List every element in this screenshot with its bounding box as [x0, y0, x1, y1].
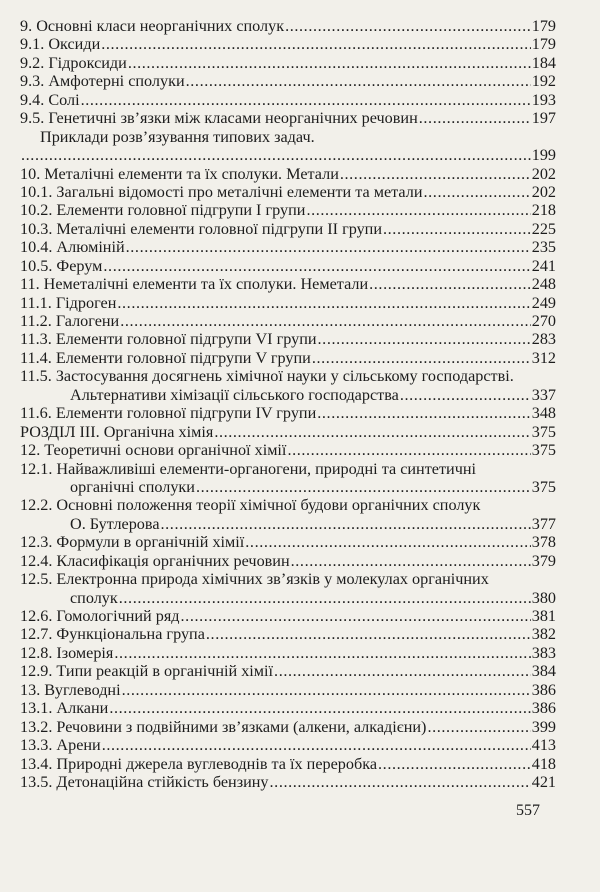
toc-entry-title: 9.3. Амфотерні сполуки: [20, 72, 185, 91]
dot-leader: [114, 644, 530, 662]
toc-entry-title: 9.4. Солі: [20, 90, 80, 109]
toc-entry-page: 202: [531, 164, 556, 183]
toc-entry-page: 184: [531, 53, 556, 72]
toc-entry-page: 179: [531, 17, 556, 35]
toc-entry-title: 12. Теоретичні основи органічної хімії: [20, 441, 287, 460]
toc-entry-title: 9.2. Гідроксиди: [20, 53, 127, 72]
dot-leader: [369, 275, 531, 293]
toc-entry-title: 11.4. Елементи головної підгрупи V групи: [20, 348, 311, 367]
dot-leader: [318, 330, 531, 348]
dot-leader: [312, 349, 531, 367]
toc-entry: [20, 644, 556, 662]
toc-entry: [20, 478, 556, 496]
toc-entry: [20, 349, 556, 367]
dot-leader: [400, 386, 531, 404]
dot-leader: [285, 17, 531, 35]
toc-entry: [20, 165, 556, 183]
toc-entry-title: 9.5. Генетичні зв’язки між класами неорганічних речовин: [20, 109, 418, 128]
toc-entry-page: 377: [531, 514, 556, 533]
dot-leader: [161, 515, 531, 533]
toc-entry-page: 382: [531, 625, 556, 644]
toc-entry: [20, 460, 556, 478]
toc-entry: [20, 718, 556, 736]
toc-entry: [20, 386, 556, 404]
dot-leader: [378, 755, 531, 773]
toc-entry-title: 12.4. Класифікація органічних речовин: [20, 551, 290, 570]
toc-entry: [20, 146, 556, 164]
toc-entry-page: 202: [531, 182, 556, 201]
dot-leader: [103, 257, 530, 275]
dot-leader: [340, 165, 531, 183]
toc-entry-title: 13.1. Алкани: [20, 699, 109, 718]
dot-leader: [427, 718, 530, 736]
dot-leader: [128, 54, 531, 72]
toc-entry-page: 378: [531, 533, 556, 552]
toc-entry-title: 13. Вуглеводні: [20, 680, 121, 699]
dot-leader: [196, 478, 531, 496]
dot-leader: [419, 109, 531, 127]
toc-entry: [20, 404, 556, 422]
toc-entry-page: 421: [531, 772, 556, 791]
toc-entry-title: 11.6. Елементи головної підгрупи ІV групи: [20, 404, 317, 423]
toc-entry-page: 381: [531, 607, 556, 625]
toc-entry-title: 10.5. Ферум: [20, 256, 103, 275]
toc-entry-page: 193: [531, 90, 556, 109]
dot-leader: [270, 773, 531, 791]
toc-entry: [20, 312, 556, 330]
toc-entry-title: 13.2. Речовини з подвійними зв’язками (алкени, алкадієни): [20, 717, 427, 736]
toc-entry-title: 10.1. Загальні відомості про металічні елементи та метали: [20, 182, 423, 201]
toc-entry: [20, 257, 556, 275]
toc-entry-title: 10. Металічні елементи та їх сполуки. Метали: [20, 164, 339, 183]
toc-entry: [20, 201, 556, 219]
toc-entry-title: 9. Основні класи неорганічних сполук: [20, 17, 285, 35]
dot-leader: [383, 220, 531, 238]
toc-entry: [20, 755, 556, 773]
dot-leader: [424, 183, 531, 201]
dot-leader: [291, 552, 531, 570]
dot-leader: [21, 146, 531, 164]
dot-leader: [206, 625, 531, 643]
toc-entry: [20, 367, 556, 385]
toc-entry-title: сполук: [70, 588, 118, 607]
dot-leader: [109, 699, 530, 717]
dot-leader: [186, 72, 531, 90]
toc-entry-page: 312: [531, 348, 556, 367]
toc-entry: [20, 275, 556, 293]
toc-entry-page: 199: [531, 146, 556, 165]
toc-entry-page: 375: [531, 441, 556, 460]
toc-entry-page: 348: [531, 404, 556, 423]
toc-entry-title: 12.3. Формули в органічній хімії: [20, 533, 245, 552]
toc-entry-title: 13.5. Детонаційна стійкість бензину: [20, 772, 269, 791]
dot-leader: [102, 736, 531, 754]
dot-leader: [122, 681, 531, 699]
toc-entry: [20, 552, 556, 570]
toc-entry-page: 399: [531, 717, 556, 736]
toc-entry: [20, 625, 556, 643]
toc-entry-title: 10.4. Алюміній: [20, 238, 125, 257]
page-number: 557: [516, 802, 540, 819]
toc-entry-title: 13.4. Природні джерела вуглеводнів та їх переробка: [20, 754, 378, 773]
toc-entry-page: 379: [531, 551, 556, 570]
dot-leader: [117, 294, 530, 312]
toc-entry-title: 10.3. Металічні елементи головної підгрупи ІІ групи: [20, 219, 383, 238]
dot-leader: [81, 91, 531, 109]
toc-entry: [20, 35, 556, 53]
dot-leader: [317, 404, 530, 422]
table-of-contents: [20, 17, 556, 791]
toc-entry: [20, 496, 556, 514]
toc-entry-page: 225: [531, 219, 556, 238]
toc-entry-title: 12.6. Гомологічний ряд: [20, 607, 180, 625]
toc-entry-page: 192: [531, 72, 556, 91]
toc-entry-title: 12.9. Типи реакцій в органічній хімії: [20, 662, 274, 681]
toc-entry-title: 12.1. Найважливіші елементи-органогени, природні та синтетичні: [20, 459, 477, 478]
toc-entry-page: 283: [531, 330, 556, 349]
dot-leader: [245, 533, 530, 551]
toc-entry-page: 386: [531, 680, 556, 699]
toc-entry: [20, 773, 556, 791]
toc-entry: [20, 441, 556, 459]
dot-leader: [120, 312, 531, 330]
dot-leader: [101, 35, 530, 53]
toc-entry-page: 270: [531, 312, 556, 330]
toc-entry-title: 11.3. Елементи головної підгрупи VІ групи: [20, 330, 317, 349]
toc-entry-title: 11. Неметалічні елементи та їх сполуки. Неметали: [20, 275, 369, 294]
toc-entry: [20, 515, 556, 533]
toc-entry: [20, 238, 556, 256]
toc-entry-title: 11.1. Гідроген: [20, 293, 117, 312]
toc-entry-page: 380: [531, 588, 556, 607]
toc-entry: [20, 662, 556, 680]
toc-entry: [20, 699, 556, 717]
toc-entry-page: 337: [531, 385, 556, 404]
toc-entry: [20, 681, 556, 699]
toc-entry-page: 418: [531, 754, 556, 773]
toc-entry: [20, 294, 556, 312]
dot-leader: [119, 589, 531, 607]
toc-entry-title: 10.2. Елементи головної підгрупи І групи: [20, 201, 306, 220]
toc-entry-title: органічні сполуки: [70, 477, 195, 496]
dot-leader: [214, 423, 530, 441]
toc-entry-page: 375: [531, 477, 556, 496]
toc-entry-title: 11.5. Застосування досягнень хімічної науки у сільському господарстві.: [20, 367, 514, 386]
toc-entry: [20, 330, 556, 348]
toc-entry-title: 12.7. Функціональна група: [20, 625, 205, 644]
toc-entry-page: 249: [531, 293, 556, 312]
dot-leader: [287, 441, 530, 459]
toc-entry-title: О. Бутлерова: [70, 514, 160, 533]
toc-entry-title: 12.5. Електронна природа хімічних зв’язків у молекулах органічних: [20, 570, 489, 589]
toc-entry: [20, 589, 556, 607]
toc-entry-page: 218: [531, 201, 556, 220]
toc-entry-page: 383: [531, 643, 556, 662]
toc-entry-title: 12.8. Ізомерія: [20, 643, 114, 662]
toc-entry-title: 13.3. Арени: [20, 736, 101, 755]
toc-entry-page: 386: [531, 699, 556, 718]
toc-entry: [20, 220, 556, 238]
toc-entry: [20, 128, 556, 146]
toc-entry-page: 375: [531, 422, 556, 441]
toc-entry-title: Альтернативи хімізації сільського господарства: [70, 385, 399, 404]
toc-entry: [20, 109, 556, 127]
toc-entry: [20, 72, 556, 90]
toc-entry: [20, 17, 556, 35]
toc-entry: [20, 607, 556, 625]
dot-leader: [274, 662, 531, 680]
toc-entry-page: 197: [531, 109, 556, 128]
toc-entry: [20, 91, 556, 109]
toc-entry: [20, 570, 556, 588]
toc-entry: [20, 54, 556, 72]
dot-leader: [306, 201, 530, 219]
toc-entry-page: 413: [531, 736, 556, 755]
toc-entry: [20, 183, 556, 201]
toc-entry-title: 11.2. Галогени: [20, 312, 120, 330]
toc-entry: [20, 736, 556, 754]
toc-entry: [20, 533, 556, 551]
toc-entry-page: 179: [531, 35, 556, 54]
toc-entry-page: 235: [531, 238, 556, 257]
dot-leader: [126, 238, 531, 256]
toc-entry: [20, 423, 556, 441]
toc-entry-page: 248: [531, 275, 556, 294]
dot-leader: [181, 607, 531, 625]
toc-entry-title: 12.2. Основні положення теорії хімічної будови органічних сполук: [20, 496, 481, 515]
toc-entry-title: Приклади розв’язування типових задач.: [40, 127, 315, 146]
toc-entry-title: РОЗДІЛ ІІІ. Органічна хімія: [20, 422, 214, 441]
toc-entry-page: 241: [531, 256, 556, 275]
toc-entry-page: 384: [531, 662, 556, 681]
toc-entry-title: 9.1. Оксиди: [20, 35, 101, 54]
